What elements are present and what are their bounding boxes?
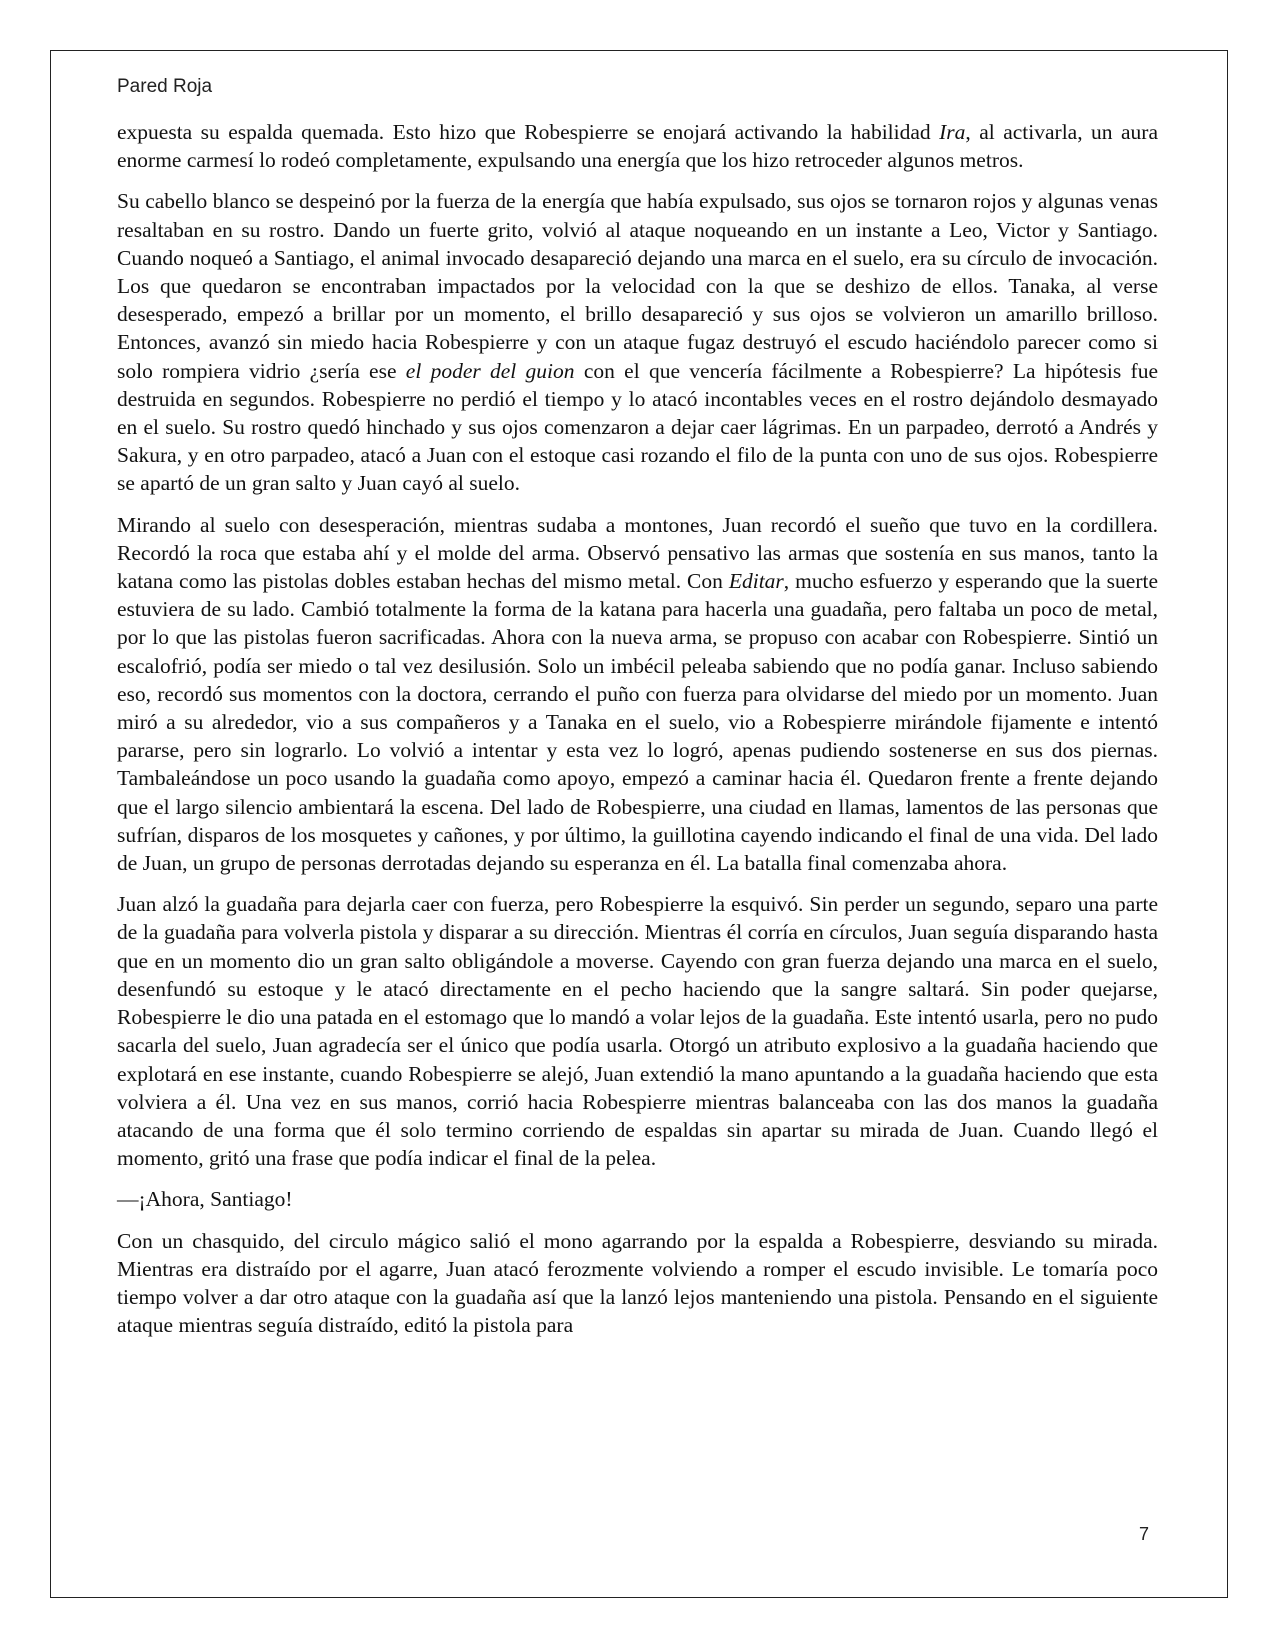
italic-text: el poder del guion (405, 358, 575, 383)
text-run: , al activarla, un aura enorme carmesí lo rodeó completamente, expulsando una energía que los hizo retroceder algunos metros. (117, 120, 1158, 173)
italic-text: Editar (728, 569, 784, 594)
page-number: 7 (1139, 1524, 1150, 1544)
running-header: Pared Roja (117, 76, 213, 97)
text-run: Su cabello blanco se despeinó por la fuerza de la energía que había expulsado, sus ojos se tornaron rojos y algunas venas resaltaban en su rostro. Dando un fuerte grito, volvió al ataque noqueando en un instante a Leo, Victor y Santiago. Cuando noqueó a Santiago, el animal invocado desapareció dejando una marca en el suelo, era su círculo de invocación. Los que quedaron se encontraban impactados por la velocidad con la que se deshizo de ellos. Tanaka, al verse desesperado, empezó a brillar por un momento, el brillo desapareció y sus ojos se volvieron un amarillo brilloso. Entonces, avanzó sin miedo hacia Robespierre y con un ataque fugaz destruyó el escudo haciéndolo parecer como si solo rompiera vidrio ¿sería ese (117, 189, 1158, 383)
paragraph (117, 1227, 1158, 1340)
text-run: —¡Ahora, Santiago! (117, 1187, 293, 1212)
text-run: Juan alzó la guadaña para dejarla caer con fuerza, pero Robespierre la esquivó. Sin perder un segundo, separo una parte de la guadaña para volverla pistola y disparar a su dirección. Mientras él corría en círculos, Juan seguía disparando hasta que en un momento dio un gran salto obligándole a moverse. Cayendo con gran fuerza dejando una marca en el suelo, desenfundó su estoque y le atacó directamente en el pecho haciendo que la sangre saltará. Sin poder quejarse, Robespierre le dio una patada en el estomago que lo mandó a volar lejos de la guadaña. Este intentó usarla, pero no pudo sacarla del suelo, Juan agradecía ser el único que podía usarla. Otorgó un atributo explosivo a la guadaña haciendo que explotará en ese instante, cuando Robespierre se alejó, Juan extendió la mano apuntando a la guadaña haciendo que esta volviera a él. Una vez en sus manos, corrió hacia Robespierre mientras balanceaba con las dos manos la guadaña atacando de una forma que él solo termino corriendo de espaldas sin apartar su mirada de Juan. Cuando llegó el momento, gritó una frase que podía indicar el final de la pelea. (117, 892, 1158, 1171)
body-text (117, 118, 1158, 1352)
paragraph (117, 890, 1158, 1172)
paragraph (117, 511, 1158, 878)
text-run: Mirando al suelo con desesperación, mientras sudaba a montones, Juan recordó el sueño que tuvo en la cordillera. Recordó la roca que estaba ahí y el molde del arma. Observó pensativo las armas que sostenía en sus manos, tanto la katana como las pistolas dobles estaban hechas del mismo metal. Con (117, 512, 1158, 594)
text-run: Con un chasquido, del circulo mágico salió el mono agarrando por la espalda a Robespierre, desviando su mirada. Mientras era distraído por el agarre, Juan atacó ferozmente volviendo a romper el escudo invisible. Le tomaría poco tiempo volver a dar otro ataque con la guadaña así que la lanzó lejos manteniendo una pistola. Pensando en el siguiente ataque mientras seguía distraído, editó la pistola para (117, 1228, 1158, 1338)
text-run: expuesta su espalda quemada. Esto hizo que Robespierre se enojará activando la habilidad (117, 120, 940, 144)
paragraph (117, 118, 1158, 174)
text-run: con el que vencería fácilmente a Robespierre? La hipótesis fue destruida en segundos. Robespierre no perdió el tiempo y lo atacó incontables veces en el rostro dejándolo desmayado en el suelo. Su rostro quedó hinchado y sus ojos comenzaron a dejar caer lágrimas. En un parpadeo, derrotó a Andrés y Sakura, y en otro parpadeo, atacó a Juan con el estoque casi rozando el filo de la punta con uno de sus ojos. Robespierre se apartó de un gran salto y Juan cayó al suelo. (117, 358, 1159, 496)
italic-text: Ira (939, 120, 966, 144)
paragraph (117, 1185, 1158, 1213)
paragraph (117, 187, 1158, 497)
text-run: , mucho esfuerzo y esperando que la suerte estuviera de su lado. Cambió totalmente la forma de la katana para hacerla una guadaña, pero faltaba un poco de metal, por lo que las pistolas fueron sacrificadas. Ahora con la nueva arma, se propuso con acabar con Robespierre. Sintió un escalofrió, podía ser miedo o tal vez desilusión. Solo un imbécil peleaba sabiendo que no podía ganar. Incluso sabiendo eso, recordó sus momentos con la doctora, cerrando el puño con fuerza para olvidarse del miedo por un momento. Juan miró a su alrededor, vio a sus compañeros y a Tanaka en el suelo, vio a Robespierre mirándole fijamente e intentó pararse, pero sin lograrlo. Lo volvió a intentar y esta vez lo logró, apenas pudiendo sostenerse en sus dos piernas. Tambaleándose un poco usando la guadaña como apoyo, empezó a caminar hacia él. Quedaron frente a frente dejando que el largo silencio ambientará la escena. Del lado de Robespierre, una ciudad en llamas, lamentos de las personas que sufrían, disparos de los mosquetes y cañones, y por último, la guillotina cayendo indicando el final de una vida. Del lado de Juan, un grupo de personas derrotadas dejando su esperanza en él. La batalla final comenzaba ahora. (117, 569, 1158, 876)
